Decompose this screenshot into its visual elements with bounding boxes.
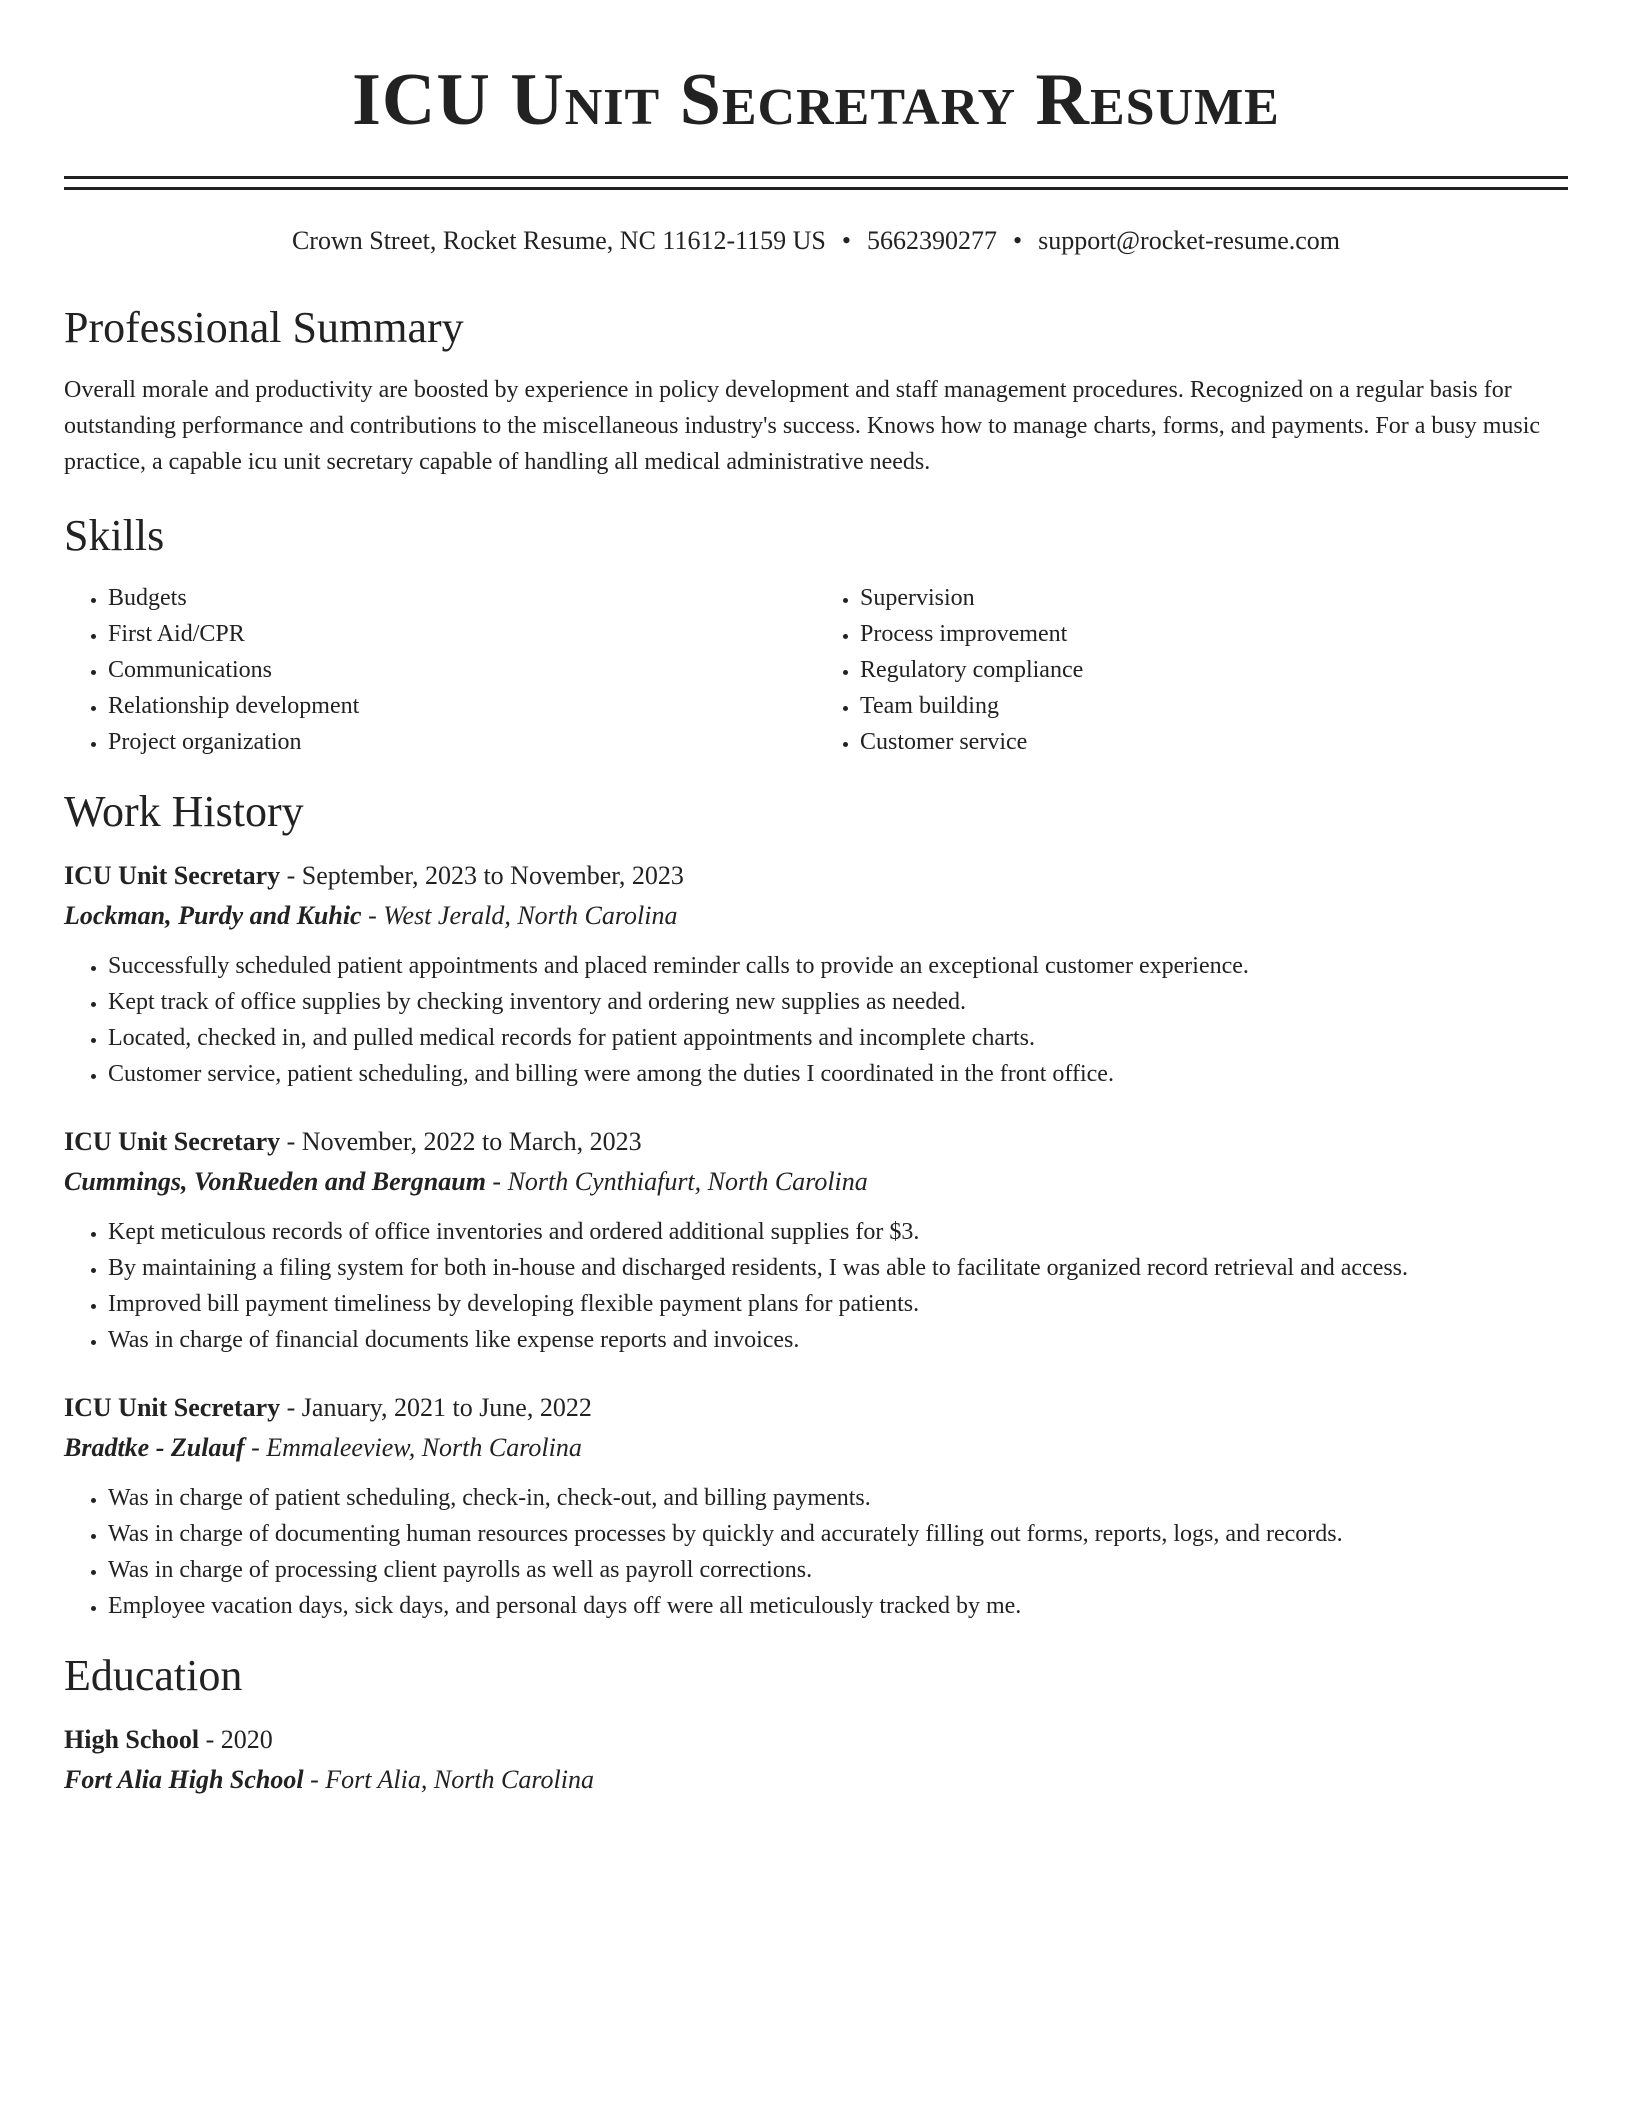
employer-name: Lockman, Purdy and Kuhic: [64, 901, 362, 930]
education-location: - Fort Alia, North Carolina: [303, 1765, 594, 1794]
skill-item: • Relationship development: [108, 688, 816, 724]
skill-item: • Regulatory compliance: [860, 652, 1568, 688]
skill-item: • Project organization: [108, 724, 816, 760]
work-heading: Work History: [64, 787, 304, 836]
employer-name: Cummings, VonRueden and Bergnaum: [64, 1167, 486, 1196]
duty-item: • Improved bill payment timeliness by developing flexible payment plans for patients.: [108, 1286, 1568, 1322]
job-title-line: [64, 856, 1568, 896]
duty-item: • By maintaining a filing system for both in-house and discharged residents, I was able to facilitate organized record retrieval and access.: [108, 1250, 1568, 1286]
job-entry: [64, 1388, 1568, 1624]
job-dates: - January, 2021 to June, 2022: [280, 1393, 592, 1422]
education-degree: High School: [64, 1725, 200, 1754]
education-year: - 2020: [199, 1725, 273, 1754]
duty-item: • Was in charge of financial documents like expense reports and invoices.: [108, 1322, 1568, 1358]
skills-column-right: [816, 580, 1568, 760]
education-degree-line: [64, 1720, 1568, 1760]
duty-item: • Kept meticulous records of office inventories and ordered additional supplies for $3.: [108, 1214, 1568, 1250]
duty-item: • Successfully scheduled patient appointments and placed reminder calls to provide an exceptional customer experience.: [108, 948, 1568, 984]
employer-name: Bradtke - Zulauf: [64, 1433, 245, 1462]
job-title: ICU Unit Secretary: [64, 1393, 281, 1422]
duty-item: • Kept track of office supplies by checking inventory and ordering new supplies as needed.: [108, 984, 1568, 1020]
duty-item: • Was in charge of processing client payrolls as well as payroll corrections.: [108, 1552, 1568, 1588]
skills-heading: Skills: [64, 511, 165, 560]
employer-location: - West Jerald, North Carolina: [361, 901, 678, 930]
employer-location: - Emmaleeview, North Carolina: [244, 1433, 582, 1462]
job-dates: - November, 2022 to March, 2023: [280, 1127, 642, 1156]
job-duties: [64, 948, 1568, 1092]
skill-item: • Communications: [108, 652, 816, 688]
skill-item: • Supervision: [860, 580, 1568, 616]
summary-heading: Professional Summary: [64, 303, 464, 352]
job-dates: - September, 2023 to November, 2023: [280, 861, 684, 890]
education-heading: Education: [64, 1651, 243, 1700]
job-title: ICU Unit Secretary: [64, 861, 281, 890]
contact-separator: •: [841, 226, 851, 255]
job-duties: [64, 1480, 1568, 1624]
page-title: ICU Unit Secretary Resume: [352, 59, 1280, 141]
contact-separator: •: [1013, 226, 1023, 255]
skills-list: [64, 580, 1568, 760]
contact-line: [64, 224, 1568, 258]
skill-item: • Customer service: [860, 724, 1568, 760]
job-duties: [64, 1214, 1568, 1358]
employer-line: [64, 896, 1568, 936]
job-title: ICU Unit Secretary: [64, 1127, 281, 1156]
job-entry: [64, 1122, 1568, 1358]
duty-item: • Customer service, patient scheduling, and billing were among the duties I coordinated in the front office.: [108, 1056, 1568, 1092]
title-divider: [64, 176, 1568, 190]
skill-item: • First Aid/CPR: [108, 616, 816, 652]
duty-item: • Was in charge of documenting human resources processes by quickly and accurately filling out forms, reports, logs, and records.: [108, 1516, 1568, 1552]
duty-item: • Employee vacation days, sick days, and personal days off were all meticulously tracked by me.: [108, 1588, 1568, 1624]
skill-item: • Budgets: [108, 580, 816, 616]
employer-line: [64, 1162, 1568, 1202]
duty-item: • Located, checked in, and pulled medical records for patient appointments and incomplete charts.: [108, 1020, 1568, 1056]
contact-email: support@rocket-resume.com: [1038, 226, 1341, 255]
education-school: Fort Alia High School: [64, 1765, 304, 1794]
employer-location: - North Cynthiafurt, North Carolina: [485, 1167, 868, 1196]
duty-item: • Was in charge of patient scheduling, check-in, check-out, and billing payments.: [108, 1480, 1568, 1516]
summary-text: Overall morale and productivity are boosted by experience in policy development and staff management procedures. Recognized on a regular basis for outstanding performance and contributions to the miscellaneous industry's success. Knows how to manage charts, forms, and payments. For a busy music practice, a capable icu unit secretary capable of handling all medical administrative needs.: [64, 377, 1541, 475]
job-title-line: [64, 1388, 1568, 1428]
skill-item: • Team building: [860, 688, 1568, 724]
skill-item: • Process improvement: [860, 616, 1568, 652]
contact-phone: 5662390277: [867, 226, 997, 255]
contact-address: Crown Street, Rocket Resume, NC 11612-1159 US: [291, 226, 826, 255]
job-title-line: [64, 1122, 1568, 1162]
education-school-line: [64, 1760, 1568, 1800]
employer-line: [64, 1428, 1568, 1468]
skills-column-left: [64, 580, 816, 760]
job-entry: [64, 856, 1568, 1092]
